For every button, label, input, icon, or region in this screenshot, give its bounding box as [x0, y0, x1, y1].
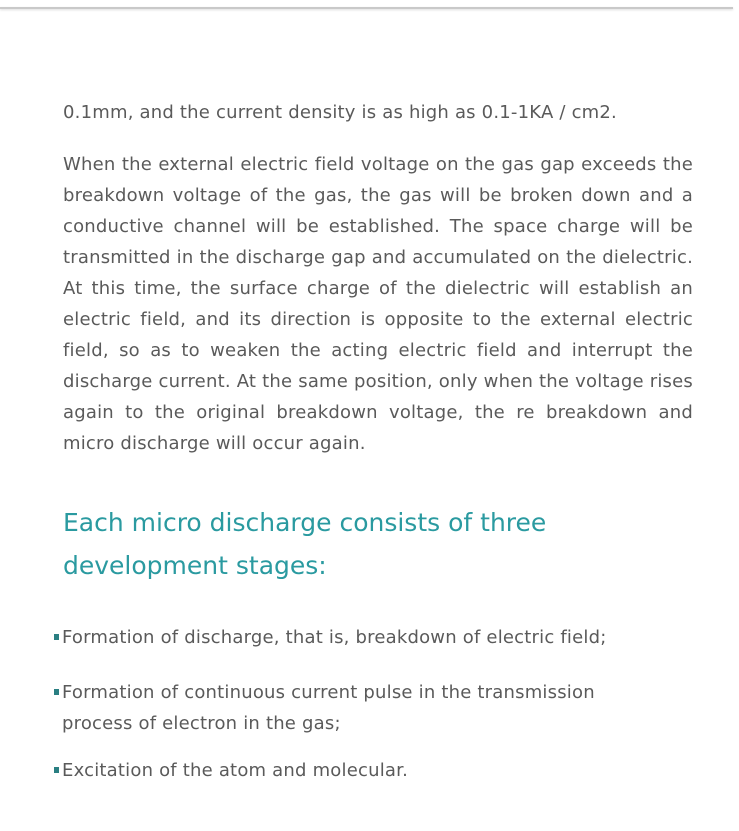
body-paragraph: When the external electric field voltage on the gas gap exceeds the breakdown voltage of the gas, the gas will be broken down and a conductive channel will be established. The space charge will be transmitted in the discharge gap and accumulated on the dielectric. At this time, the surface charge of the dielectric will establish an electric field, and its direction is opposite to the external electric field, so as to weaken the acting electric field and interrupt the discharge current. At the same position, only when the voltage rises again to the original breakdown voltage, the re breakdown and micro discharge will occur again.	[63, 154, 693, 454]
list-item	[52, 622, 692, 653]
list-item-text: Formation of discharge, that is, breakdown of electric field;	[62, 627, 607, 648]
top-divider	[0, 7, 733, 9]
list-item	[52, 677, 622, 739]
list-item-text: Excitation of the atom and molecular.	[62, 760, 408, 781]
list-item-text: Formation of continuous current pulse in the transmission process of electron in the gas;	[62, 682, 595, 734]
intro-paragraph: 0.1mm, and the current density is as high as 0.1-1KA / cm2.	[63, 102, 617, 123]
bullet-square-icon	[54, 634, 59, 640]
section-heading: Each micro discharge consists of three development stages:	[63, 508, 547, 580]
stages-list	[52, 622, 692, 786]
bullet-square-icon	[54, 767, 59, 773]
bullet-square-icon	[54, 689, 59, 695]
list-item	[52, 755, 692, 786]
